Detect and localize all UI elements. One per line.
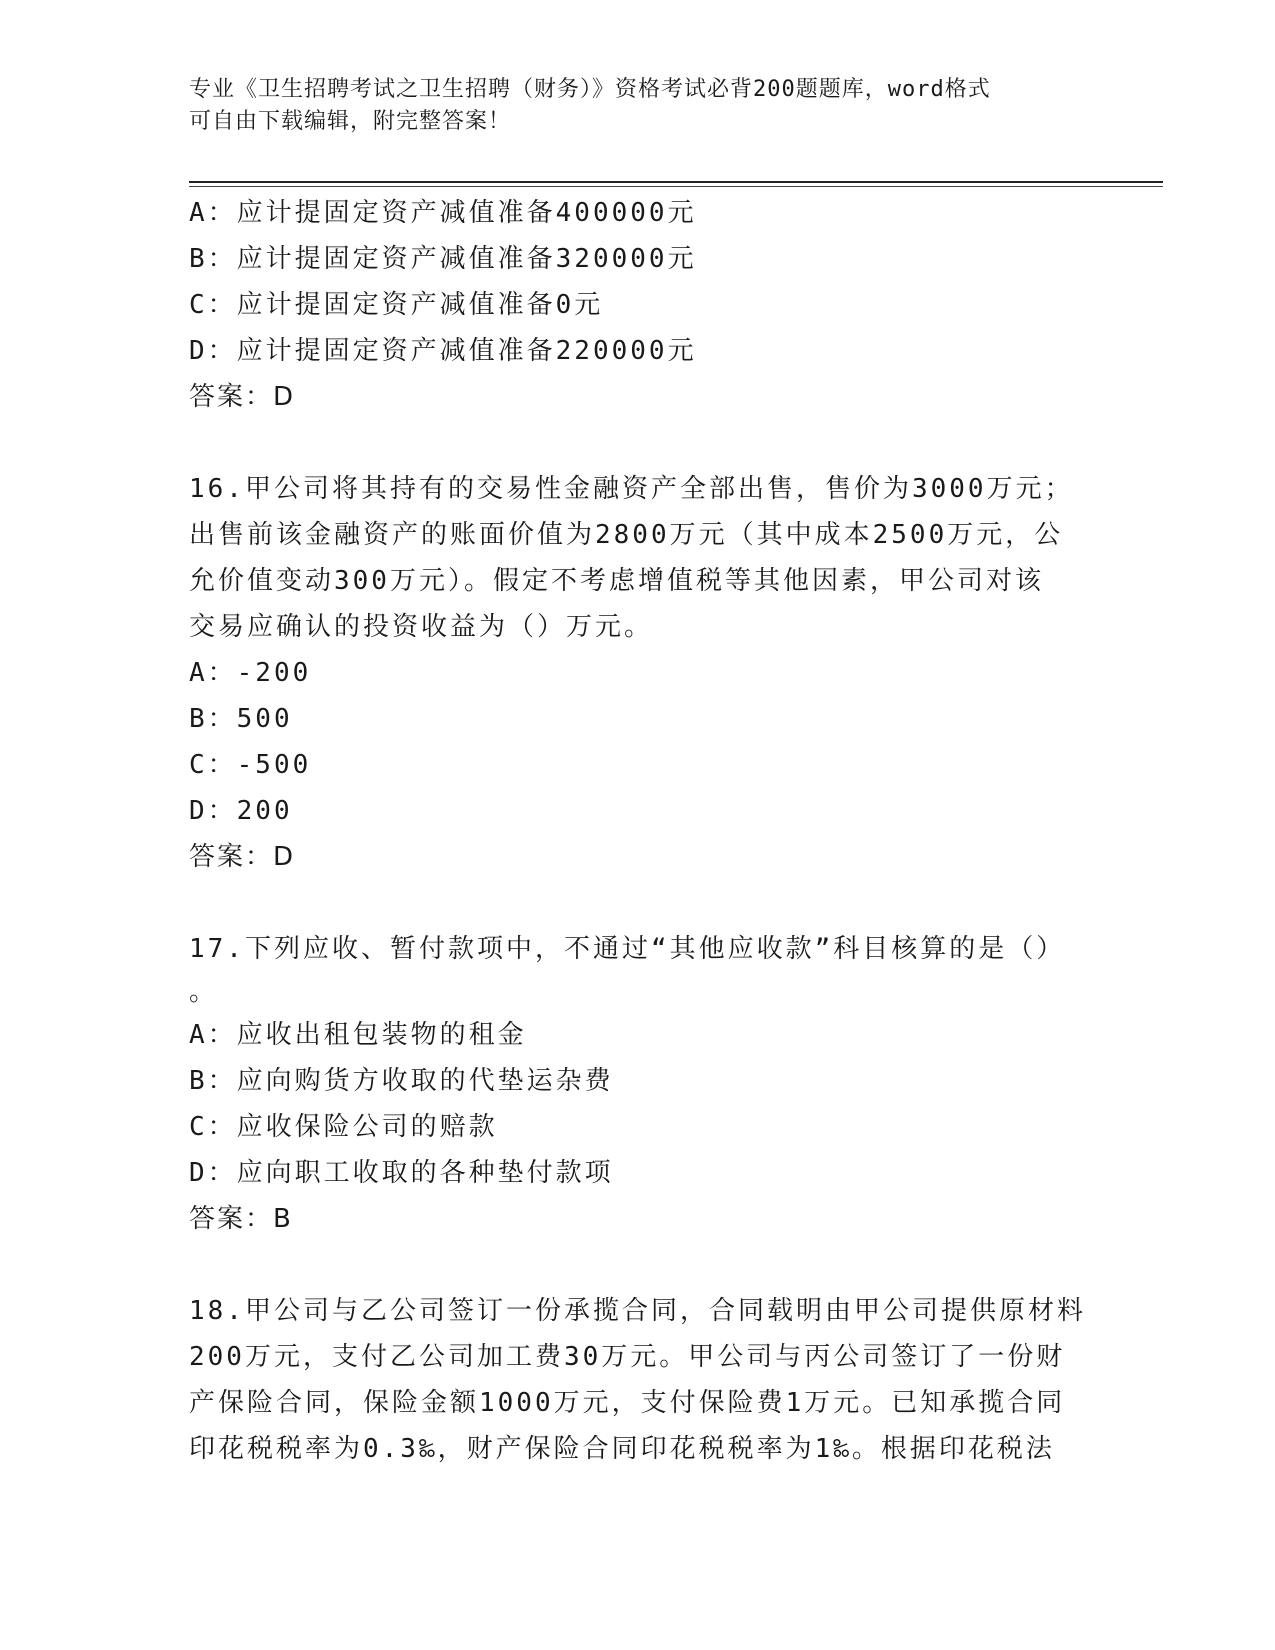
question-stem-line: 印花税税率为0.3‰，财产保险合同印花税税率为1‰。根据印花税法 [189, 1434, 1055, 1464]
option-c: C：-500 [189, 750, 312, 780]
question-stem-line: 出售前该金融资产的账面价值为2800万元（其中成本2500万元，公 [189, 520, 1064, 550]
option-a: A：-200 [189, 658, 312, 688]
header-title-line-1: 专业《卫生招聘考试之卫生招聘（财务）》资格考试必背200题题库，word格式 [189, 77, 991, 102]
answer-label: 答案：D [189, 382, 296, 412]
option-b: B：500 [189, 704, 293, 734]
spacer [189, 1242, 1109, 1288]
option-a: A：应收出租包装物的租金 [189, 1020, 527, 1050]
option-d: D：应向职工收取的各种垫付款项 [189, 1158, 614, 1188]
option-b: B：应计提固定资产减值准备320000元 [189, 244, 697, 274]
question-16-block [189, 466, 1109, 880]
question-stem-line: 允价值变动300万元）。假定不考虑增值税等其他因素，甲公司对该 [189, 566, 1044, 596]
answer-label: 答案：D [189, 842, 296, 872]
question-content [189, 190, 1109, 1472]
option-a: A：应计提固定资产减值准备400000元 [189, 198, 697, 228]
answer-label: 答案：B [189, 1204, 293, 1234]
header-title-line-2: 可自由下载编辑，附完整答案！ [189, 109, 512, 134]
option-c: C：应收保险公司的赔款 [189, 1112, 498, 1142]
option-d: D：应计提固定资产减值准备220000元 [189, 336, 697, 366]
spacer [189, 420, 1109, 466]
question-stem-line: 16.甲公司将其持有的交易性金融资产全部出售，售价为3000万元； [189, 474, 1074, 504]
question-stem-line: 17.下列应收、暂付款项中，不通过“其他应收款”科目核算的是（） [189, 934, 1066, 964]
header-divider-thick [189, 181, 1163, 183]
question-stem-line: 。 [189, 977, 219, 1007]
option-c: C：应计提固定资产减值准备0元 [189, 290, 604, 320]
header-divider-thin [189, 186, 1163, 187]
question-stem-line: 200万元，支付乙公司加工费30万元。甲公司与丙公司签订了一份财 [189, 1342, 1066, 1372]
option-b: B：应向购货方收取的代垫运杂费 [189, 1066, 614, 1096]
question-15-block [189, 190, 1109, 420]
document-header [189, 74, 1089, 138]
option-d: D：200 [189, 796, 293, 826]
question-stem-line: 18.甲公司与乙公司签订一份承揽合同，合同载明由甲公司提供原材料 [189, 1296, 1086, 1326]
question-stem-line: 产保险合同，保险金额1000万元，支付保险费1万元。已知承揽合同 [189, 1388, 1066, 1418]
question-18-block [189, 1288, 1109, 1472]
spacer [189, 880, 1109, 926]
question-17-block [189, 926, 1109, 1242]
question-stem-line: 交易应确认的投资收益为（）万元。 [189, 612, 654, 642]
